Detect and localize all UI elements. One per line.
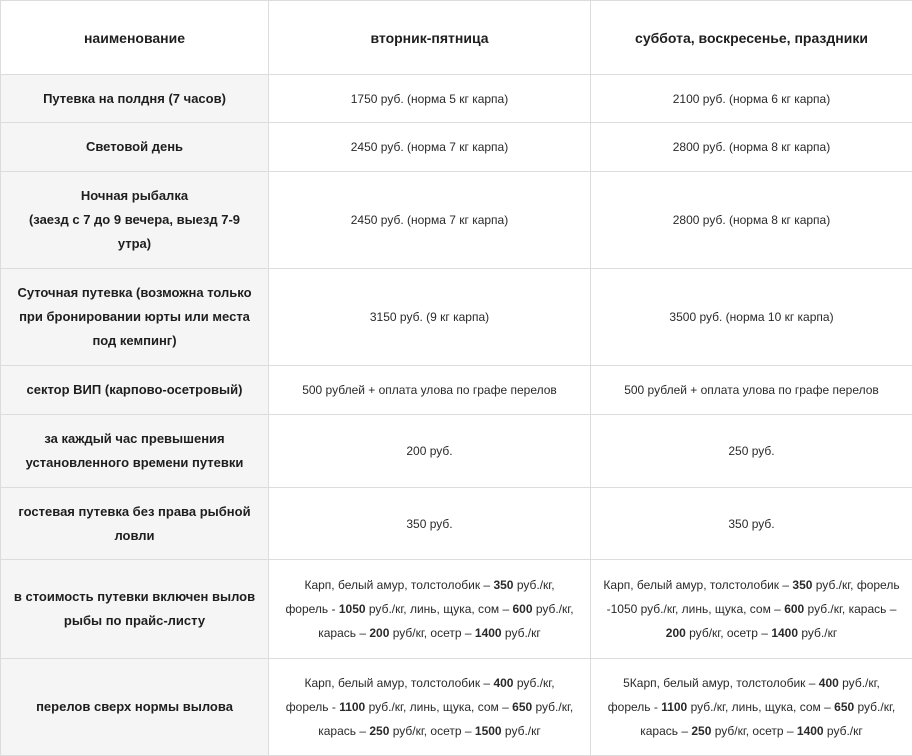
- price-text: Карп, белый амур, толстолобик –: [304, 578, 494, 592]
- weekday-price: 2450 руб. (норма 7 кг карпа): [350, 213, 509, 227]
- weekend-price-cell: [591, 269, 912, 366]
- price-value: 350: [792, 578, 813, 592]
- price-value: 1400: [771, 626, 799, 640]
- weekday-price: 1750 руб. (норма 5 кг карпа): [350, 91, 509, 106]
- weekend-price-cell: [591, 415, 912, 488]
- price-text: руб./кг,: [532, 700, 574, 714]
- price-value: 650: [834, 700, 855, 714]
- weekend-price: 2100 руб. (норма 6 кг карпа): [672, 91, 831, 106]
- weekday-price-cell: [269, 123, 591, 172]
- price-line: [279, 597, 580, 621]
- row-name-cell: [1, 560, 269, 659]
- price-value: 200: [665, 626, 686, 640]
- price-line: [601, 621, 902, 645]
- weekend-price: 500 рублей + оплата улова по графе перелов: [624, 383, 879, 397]
- row-name-line: перелов сверх нормы вылова: [36, 699, 233, 714]
- weekday-price: 2450 руб. (норма 7 кг карпа): [350, 140, 509, 154]
- weekend-price-cell: [591, 123, 912, 172]
- weekend-price-cell: [591, 172, 912, 269]
- price-value: 1500: [474, 724, 502, 738]
- weekend-price-cell: [591, 488, 912, 560]
- price-text: карась –: [318, 724, 370, 738]
- price-line: [279, 695, 580, 719]
- table-row: [1, 415, 912, 488]
- weekend-price-cell: [591, 366, 912, 415]
- price-text: руб./кг,: [838, 676, 880, 690]
- weekday-price-cell: [269, 269, 591, 366]
- weekday-price: 350 руб.: [406, 516, 453, 531]
- price-text: руб./кг,: [854, 700, 896, 714]
- table-row: [1, 75, 912, 123]
- row-name-line: рыбы по прайс-листу: [63, 613, 206, 628]
- weekend-price: 2800 руб. (норма 8 кг карпа): [672, 213, 831, 227]
- row-name-line: Суточная путевка (возможна только: [17, 285, 252, 300]
- price-value: 650: [512, 700, 533, 714]
- price-value: 200: [369, 626, 390, 640]
- price-value: 600: [784, 602, 805, 616]
- price-text: руб./кг: [501, 724, 541, 738]
- row-name-line: гостевая путевка без права рыбной: [18, 503, 251, 519]
- price-text: руб./кг, форель: [812, 578, 900, 592]
- row-name-cell: [1, 659, 269, 756]
- price-text: карась –: [640, 724, 692, 738]
- row-name-line: утра): [117, 236, 152, 251]
- price-text: руб./кг, линь, щука, сом –: [687, 700, 835, 714]
- price-text: руб./кг: [798, 626, 838, 640]
- price-text: руб./кг, карась –: [804, 602, 897, 616]
- row-name-cell: [1, 366, 269, 415]
- price-value: 250: [691, 724, 712, 738]
- price-text: руб/кг, осетр –: [389, 626, 475, 640]
- price-value: 1400: [474, 626, 502, 640]
- row-name-line: ловли: [114, 527, 155, 543]
- price-text: -1050 руб./кг, линь, щука, сом –: [606, 602, 785, 616]
- row-name-cell: [1, 269, 269, 366]
- price-line: [601, 695, 902, 719]
- price-text: руб./кг: [501, 626, 541, 640]
- price-value: 400: [818, 676, 839, 690]
- row-name-line: при бронировании юрты или места: [19, 309, 250, 324]
- price-text: форель -: [285, 700, 340, 714]
- price-line: [601, 573, 902, 597]
- price-text: форель -: [607, 700, 662, 714]
- row-name-line: Путевка на полдня (7 часов): [43, 90, 226, 106]
- header-weekend: суббота, воскресенье, праздники: [591, 1, 912, 75]
- price-line: [601, 719, 902, 743]
- weekday-price: 3150 руб. (9 кг карпа): [369, 310, 490, 324]
- weekend-price: 3500 руб. (норма 10 кг карпа): [669, 310, 834, 324]
- price-text: Карп, белый амур, толстолобик –: [603, 578, 793, 592]
- price-text: 5Карп, белый амур, толстолобик –: [623, 676, 819, 690]
- weekday-price-cell: [269, 415, 591, 488]
- price-line: [279, 573, 580, 597]
- price-line: [279, 719, 580, 743]
- header-name: наименование: [1, 1, 269, 75]
- price-line: [601, 671, 902, 695]
- price-value: 1100: [339, 700, 366, 714]
- weekday-price-cell: [269, 75, 591, 123]
- row-name-line: (заезд с 7 до 9 вечера, выезд 7-9: [28, 212, 241, 227]
- row-name-cell: [1, 488, 269, 560]
- price-text: руб/кг, осетр –: [685, 626, 772, 640]
- weekend-price-cell: [591, 560, 912, 659]
- row-name-cell: [1, 415, 269, 488]
- row-name-line: сектор ВИП (карпово-осетровый): [26, 382, 243, 397]
- weekend-price: 2800 руб. (норма 8 кг карпа): [672, 140, 831, 154]
- row-name-line: под кемпинг): [92, 333, 177, 348]
- price-value: 1100: [661, 700, 688, 714]
- price-text: руб/кг, осетр –: [389, 724, 475, 738]
- header-weekday: вторник-пятница: [269, 1, 591, 75]
- price-text: руб./кг,: [513, 578, 555, 592]
- table-row: [1, 560, 912, 659]
- weekday-price-cell: [269, 172, 591, 269]
- price-value: 1050: [338, 602, 366, 616]
- price-value: 600: [512, 602, 533, 616]
- weekday-price-cell: [269, 366, 591, 415]
- weekday-price-cell: [269, 659, 591, 756]
- weekend-price-cell: [591, 75, 912, 123]
- price-line: [279, 671, 580, 695]
- weekday-price-cell: [269, 560, 591, 659]
- weekday-price: 500 рублей + оплата улова по графе перелов: [302, 383, 557, 397]
- price-line: [601, 597, 902, 621]
- table-row: [1, 488, 912, 560]
- row-name-cell: [1, 75, 269, 123]
- price-value: 400: [493, 676, 514, 690]
- weekend-price: 350 руб.: [728, 516, 775, 531]
- price-text: руб./кг, линь, щука, сом –: [365, 700, 513, 714]
- price-text: руб./кг: [823, 724, 863, 738]
- weekend-price: 250 руб.: [728, 444, 775, 458]
- table-row: [1, 659, 912, 756]
- table-row: [1, 172, 912, 269]
- row-name-line: за каждый час превышения: [44, 431, 225, 446]
- table-row: [1, 123, 912, 172]
- weekend-price-cell: [591, 659, 912, 756]
- weekday-price: 200 руб.: [406, 444, 453, 458]
- row-name-cell: [1, 172, 269, 269]
- price-line: [279, 621, 580, 645]
- row-name-line: в стоимость путевки включен вылов: [13, 589, 256, 604]
- price-text: руб/кг, осетр –: [711, 724, 797, 738]
- price-text: карась –: [318, 626, 370, 640]
- table-row: [1, 366, 912, 415]
- weekday-price-cell: [269, 488, 591, 560]
- table-body: [1, 75, 912, 756]
- row-name-line: Ночная рыбалка: [80, 188, 189, 203]
- price-text: форель -: [285, 602, 339, 616]
- row-name-cell: [1, 123, 269, 172]
- price-value: 1400: [796, 724, 824, 738]
- price-text: руб./кг, линь, щука, сом –: [365, 602, 513, 616]
- price-value: 350: [493, 578, 514, 592]
- price-text: Карп, белый амур, толстолобик –: [304, 676, 494, 690]
- row-name-line: установленного времени путевки: [25, 455, 244, 470]
- header-row: [1, 1, 912, 75]
- table-row: [1, 269, 912, 366]
- price-text: руб./кг,: [532, 602, 574, 616]
- price-text: руб./кг,: [513, 676, 555, 690]
- row-name-line: Световой день: [85, 139, 184, 154]
- price-value: 250: [369, 724, 390, 738]
